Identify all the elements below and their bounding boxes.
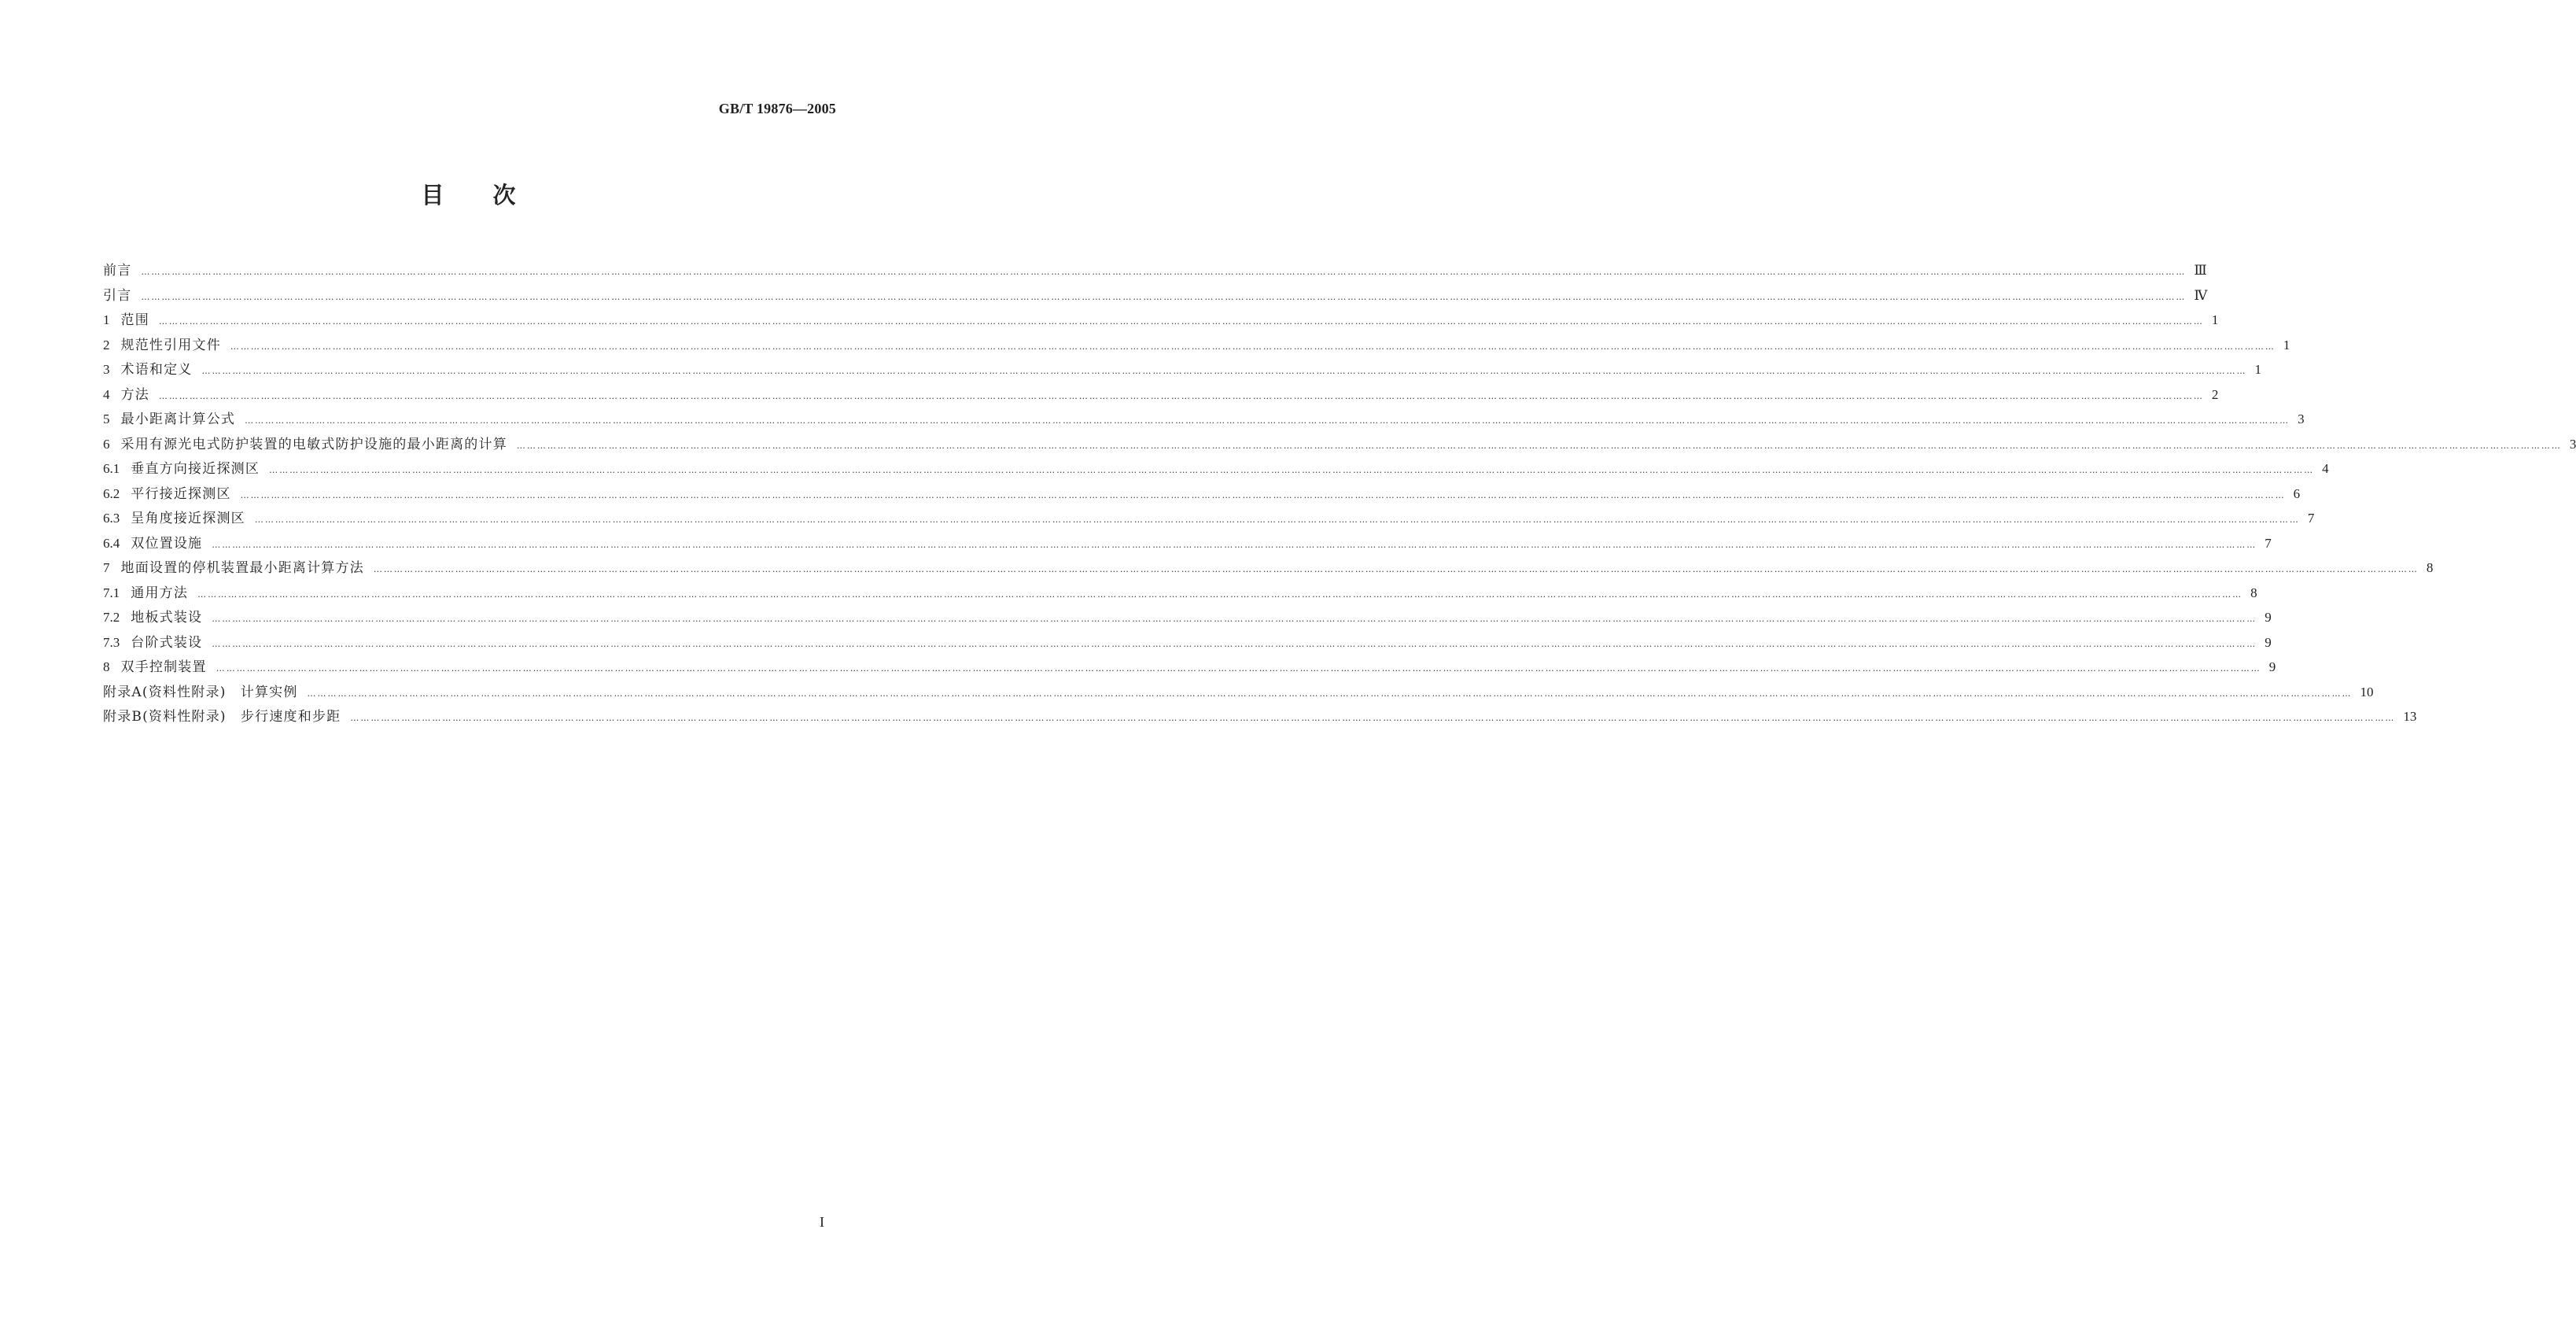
toc-leader-dots: …………………………………………………………………………………………………………………………………………………………………………………………………………………………………………………………………………………………………………………………………………………………………………………………………………………………………………………………………………………………………………………………………………………… [269, 465, 2315, 475]
toc-entry-page: 10 [2360, 684, 2374, 699]
toc-leader-dots: …………………………………………………………………………………………………………………………………………………………………………………………………………………………………………………………………………………………………………………………………………………………………………………………………………………………………………………………………………………………………………………………………………………… [141, 291, 2187, 302]
toc-entry-page: 2 [2211, 386, 2219, 402]
toc-leader-dots: …………………………………………………………………………………………………………………………………………………………………………………………………………………………………………………………………………………………………………………………………………………………………………………………………………………………………………………………………………………………………………………………………………………… [516, 440, 2562, 451]
toc-entry[interactable] [103, 432, 2576, 457]
toc-leader-dots: …………………………………………………………………………………………………………………………………………………………………………………………………………………………………………………………………………………………………………………………………………………………………………………………………………………………………………………………………………………………………………………………………………………… [254, 515, 2300, 525]
toc-entry-title: 呈角度接近探测区 [131, 511, 245, 526]
toc-entry[interactable] [103, 704, 2417, 729]
toc-entry-number: 6.2 [103, 485, 120, 501]
toc-entry-title: 附录A(资料性附录) 计算实例 [103, 684, 298, 700]
toc-entry-page: 1 [2254, 362, 2261, 377]
toc-entry-title: 通用方法 [131, 585, 189, 601]
toc-leader-dots: …………………………………………………………………………………………………………………………………………………………………………………………………………………………………………………………………………………………………………………………………………………………………………………………………………………………………………………………………………………………………………………………………………………… [197, 589, 2243, 600]
toc-entry-page: 3 [2298, 412, 2305, 426]
toc-entry[interactable] [103, 581, 2257, 606]
toc-entry-number: 6 [103, 436, 110, 452]
toc-entry-title: 采用有源光电式防护装置的电敏式防护设施的最小距离的计算 [120, 436, 507, 452]
toc-entry-number: 8 [103, 659, 110, 674]
toc-entry-page: 8 [2426, 560, 2434, 575]
toc-entry[interactable] [103, 333, 2290, 358]
toc-entry-title: 双位置设施 [131, 535, 203, 552]
toc-entry-title: 引言 [103, 287, 132, 304]
toc-entry-page: 9 [2268, 659, 2276, 674]
toc-leader-dots: …………………………………………………………………………………………………………………………………………………………………………………………………………………………………………………………………………………………………………………………………………………………………………………………………………………………………………………………………………………………………………………………………………………… [307, 688, 2353, 699]
toc-entry[interactable] [103, 407, 2305, 432]
toc-entry-page: Ⅲ [2194, 263, 2207, 278]
toc-leader-dots: …………………………………………………………………………………………………………………………………………………………………………………………………………………………………………………………………………………………………………………………………………………………………………………………………………………………………………………………………………………………………………………………………………………… [230, 341, 2276, 352]
toc-entry-number: 4 [103, 386, 110, 402]
toc-entry[interactable] [103, 258, 2207, 283]
toc-leader-dots: …………………………………………………………………………………………………………………………………………………………………………………………………………………………………………………………………………………………………………………………………………………………………………………………………………………………………………………………………………………………………………………………………………………… [350, 713, 2396, 723]
toc-entry-page: 4 [2322, 461, 2329, 476]
toc-leader-dots: …………………………………………………………………………………………………………………………………………………………………………………………………………………………………………………………………………………………………………………………………………………………………………………………………………………………………………………………………………………………………………………………………………………… [212, 539, 2257, 550]
toc-entry-title: 地板式装设 [131, 610, 203, 626]
toc-entry-number: 7.3 [103, 634, 120, 650]
toc-entry-page: 7 [2307, 511, 2315, 526]
toc-entry-number: 2 [103, 337, 110, 352]
toc-entry-page: 3 [2569, 436, 2576, 452]
toc-entry-number: 6.4 [103, 535, 120, 551]
toc-entry[interactable] [103, 555, 2434, 581]
toc-entry-title: 双手控制装置 [120, 659, 207, 675]
toc-leader-dots: …………………………………………………………………………………………………………………………………………………………………………………………………………………………………………………………………………………………………………………………………………………………………………………………………………………………………………………………………………………………………………………………………………………… [212, 638, 2257, 649]
toc-entry[interactable] [103, 605, 2272, 630]
toc-entry-page: 8 [2250, 585, 2257, 600]
toc-entry-title: 方法 [120, 386, 149, 403]
toc-entry-number: 6.3 [103, 511, 120, 526]
toc-entry-title: 地面设置的停机装置最小距离计算方法 [120, 560, 364, 576]
toc-entry-title: 前言 [103, 263, 132, 279]
toc-leader-dots: …………………………………………………………………………………………………………………………………………………………………………………………………………………………………………………………………………………………………………………………………………………………………………………………………………………………………………………………………………………………………………………………………………………… [158, 316, 2204, 327]
toc-entry-title: 术语和定义 [120, 362, 193, 378]
toc-entry-title: 范围 [120, 312, 149, 328]
toc-entry-page: 9 [2265, 610, 2272, 625]
toc-leader-dots: …………………………………………………………………………………………………………………………………………………………………………………………………………………………………………………………………………………………………………………………………………………………………………………………………………………………………………………………………………………………………………………………………………………… [201, 366, 2247, 376]
toc-entry[interactable] [103, 531, 2272, 556]
toc-entry[interactable] [103, 655, 2276, 680]
toc-leader-dots: …………………………………………………………………………………………………………………………………………………………………………………………………………………………………………………………………………………………………………………………………………………………………………………………………………………………………………………………………………………………………………………………………………………… [245, 415, 2290, 426]
toc-entry-title: 平行接近探测区 [131, 485, 231, 502]
toc-entry-page: Ⅳ [2194, 287, 2208, 303]
toc-entry-title: 附录B(资料性附录) 步行速度和步距 [103, 709, 341, 725]
toc-entry-page: 9 [2265, 634, 2272, 650]
toc-entry-title: 垂直方向接近探测区 [131, 461, 260, 477]
toc-entry-number: 1 [103, 312, 110, 327]
toc-entry[interactable] [103, 456, 2329, 482]
toc-leader-dots: …………………………………………………………………………………………………………………………………………………………………………………………………………………………………………………………………………………………………………………………………………………………………………………………………………………………………………………………………………………………………………………………………………………… [216, 663, 2261, 674]
toc-entry-page: 6 [2293, 485, 2301, 501]
toc-entry-page: 13 [2403, 709, 2417, 724]
toc-entry[interactable] [103, 680, 2374, 705]
toc-entry[interactable] [103, 630, 2272, 655]
toc-entry-number: 5 [103, 412, 110, 426]
toc-leader-dots: …………………………………………………………………………………………………………………………………………………………………………………………………………………………………………………………………………………………………………………………………………………………………………………………………………………………………………………………………………………………………………………………………………………… [373, 564, 2419, 574]
toc-entry[interactable] [103, 382, 2219, 408]
toc-entry-title: 最小距离计算公式 [120, 412, 236, 427]
toc-leader-dots: …………………………………………………………………………………………………………………………………………………………………………………………………………………………………………………………………………………………………………………………………………………………………………………………………………………………………………………………………………………………………………………………………………………… [158, 390, 2204, 401]
toc-entry[interactable] [103, 482, 2301, 507]
toc-entry-page: 7 [2265, 535, 2272, 551]
toc-leader-dots: …………………………………………………………………………………………………………………………………………………………………………………………………………………………………………………………………………………………………………………………………………………………………………………………………………………………………………………………………………………………………………………………………………………… [240, 489, 2286, 500]
page-number: I [820, 1214, 824, 1230]
toc-entry[interactable] [103, 308, 2219, 333]
page-title: 目次 [421, 182, 565, 209]
toc-entry-number: 7.1 [103, 585, 120, 600]
toc-entry[interactable] [103, 506, 2315, 531]
toc-entry-page: 1 [2211, 312, 2219, 327]
toc-entry-number: 6.1 [103, 461, 120, 476]
toc-entry-page: 1 [2283, 337, 2290, 352]
toc-entry-number: 3 [103, 362, 110, 377]
toc-entry-number: 7 [103, 560, 110, 575]
toc-entry-title: 台阶式装设 [131, 634, 203, 651]
toc-entry-title: 规范性引用文件 [120, 337, 221, 353]
toc-entry[interactable] [103, 283, 2208, 308]
toc-entry[interactable] [103, 357, 2261, 382]
toc-entry-number: 7.2 [103, 610, 120, 625]
table-of-contents [103, 258, 2576, 729]
toc-leader-dots: …………………………………………………………………………………………………………………………………………………………………………………………………………………………………………………………………………………………………………………………………………………………………………………………………………………………………………………………………………………………………………………………………………………… [141, 267, 2187, 277]
standard-code: GB/T 19876—2005 [718, 101, 836, 116]
toc-leader-dots: …………………………………………………………………………………………………………………………………………………………………………………………………………………………………………………………………………………………………………………………………………………………………………………………………………………………………………………………………………………………………………………………………………………… [212, 614, 2257, 624]
